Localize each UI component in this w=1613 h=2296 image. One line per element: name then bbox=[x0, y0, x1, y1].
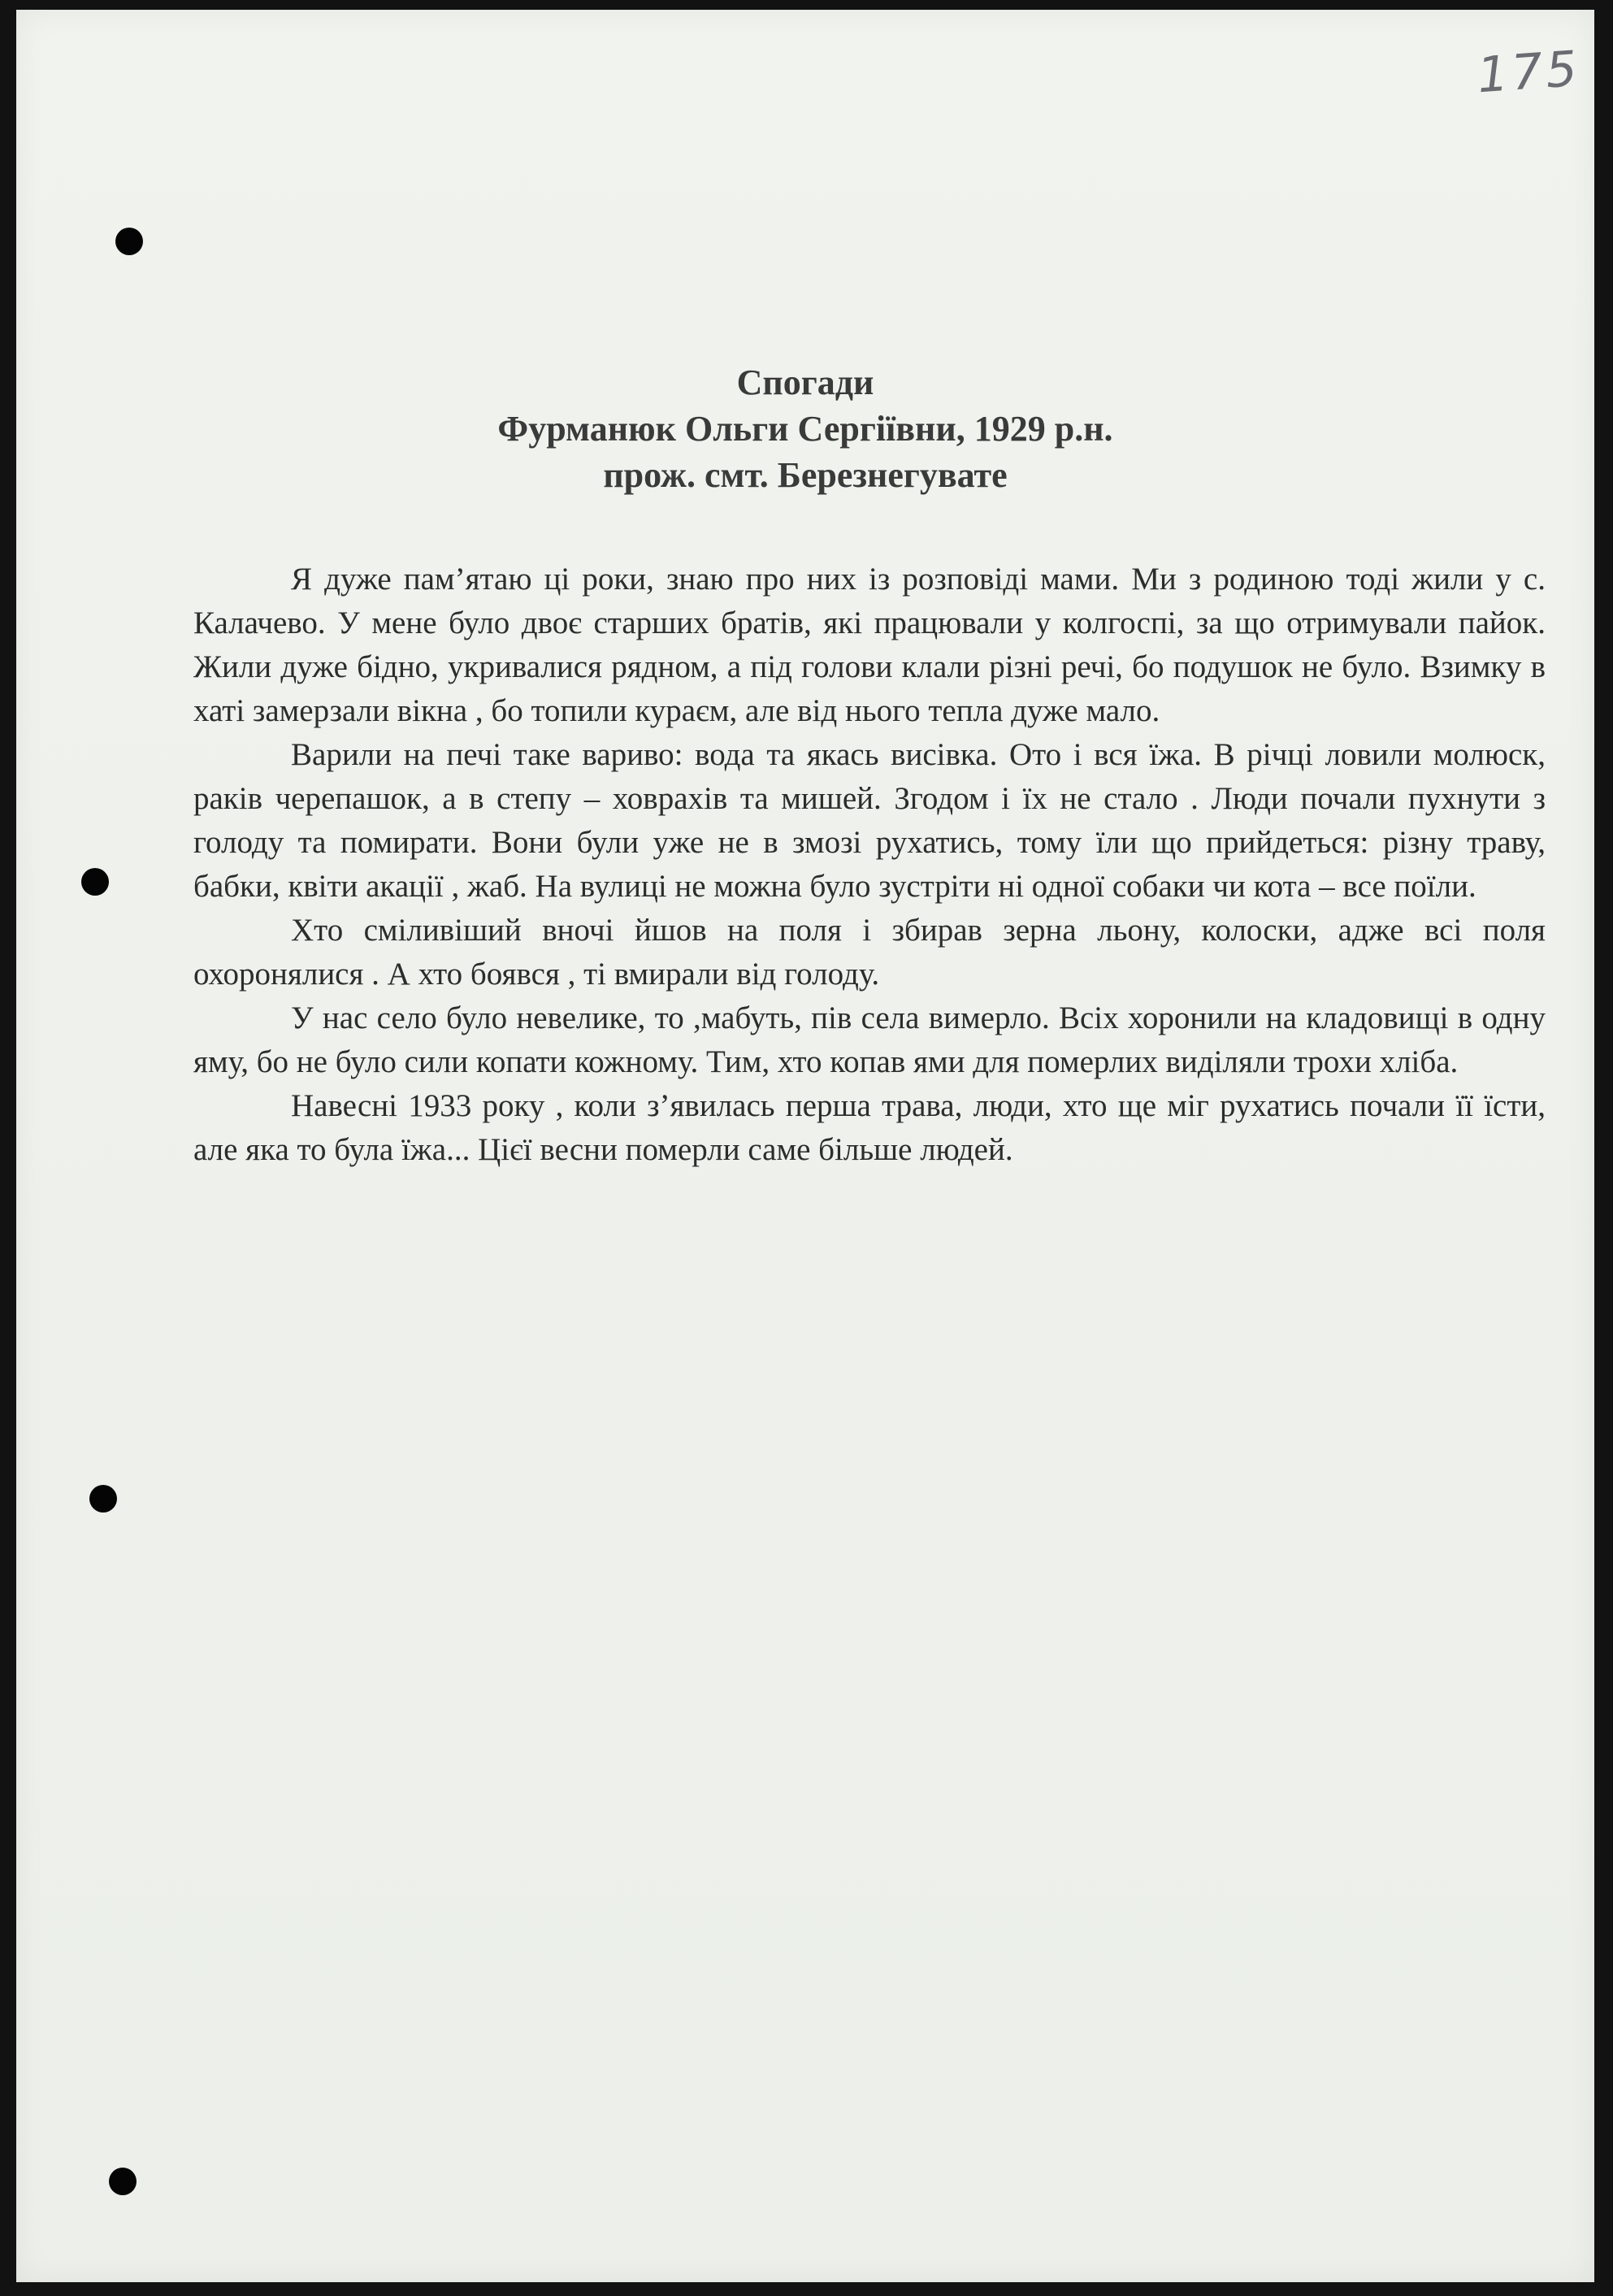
title-heading: Спогади bbox=[736, 362, 874, 402]
paragraph: У нас село було невелике, то ,мабуть, пів села вимерло. Всіх хоронили на кладовищі в одну яму, бо не було сили копати кожному. Тим, хто копав ями для померлих виділяли трохи хліба. bbox=[193, 1000, 1546, 1079]
title-residence: прож. смт. Березнегувате bbox=[603, 455, 1008, 495]
paragraph: Хто сміливіший вночі йшов на поля і збирав зерна льону, колоски, адже всі поля охоронялися . А хто боявся , ті вмирали від голоду. bbox=[193, 913, 1546, 992]
punch-hole bbox=[89, 1485, 117, 1513]
punch-hole bbox=[115, 228, 143, 255]
memoir-text bbox=[193, 558, 1546, 1172]
handwritten-page-number: 175 bbox=[1475, 40, 1582, 105]
paragraph: Я дуже пам’ятаю ці роки, знаю про них із розповіді мами. Ми з родиною тоді жили у с. Калачево. У мене було двоє старших братів, які працювали у колгоспі, за що отримували пайок. Жили дуже бідно, укривалися рядном, а під голови клали різні речі, бо подушок не було. Взимку в хаті замерзали вікна , бо топили кураєм, але від нього тепла дуже мало. bbox=[193, 562, 1546, 728]
paragraph: Навесні 1933 року , коли з’явилась перша трава, люди, хто ще міг рухатись почали її їсти, але яка то була їжа... Цієї весни померли саме більше людей. bbox=[193, 1088, 1546, 1167]
paragraph: Варили на печі таке вариво: вода та якась висівка. Ото і вся їжа. В річці ловили молюск, раків черепашок, а в степу – ховрахів та мишей. Згодом і їх не стало . Люди почали пухнути з голоду та помирати. Вони були уже не в змозі рухатись, тому їли що прийдеться: різну траву, бабки, квіти акації , жаб. На вулиці не можна було зустріти ні одної собаки чи кота – все поїли. bbox=[193, 737, 1546, 904]
document-page bbox=[16, 10, 1594, 2282]
punch-hole bbox=[109, 2168, 137, 2195]
title-person: Фурманюк Ольги Сергіївни, 1929 р.н. bbox=[497, 409, 1113, 449]
document-title bbox=[16, 359, 1594, 498]
punch-hole bbox=[81, 868, 109, 896]
